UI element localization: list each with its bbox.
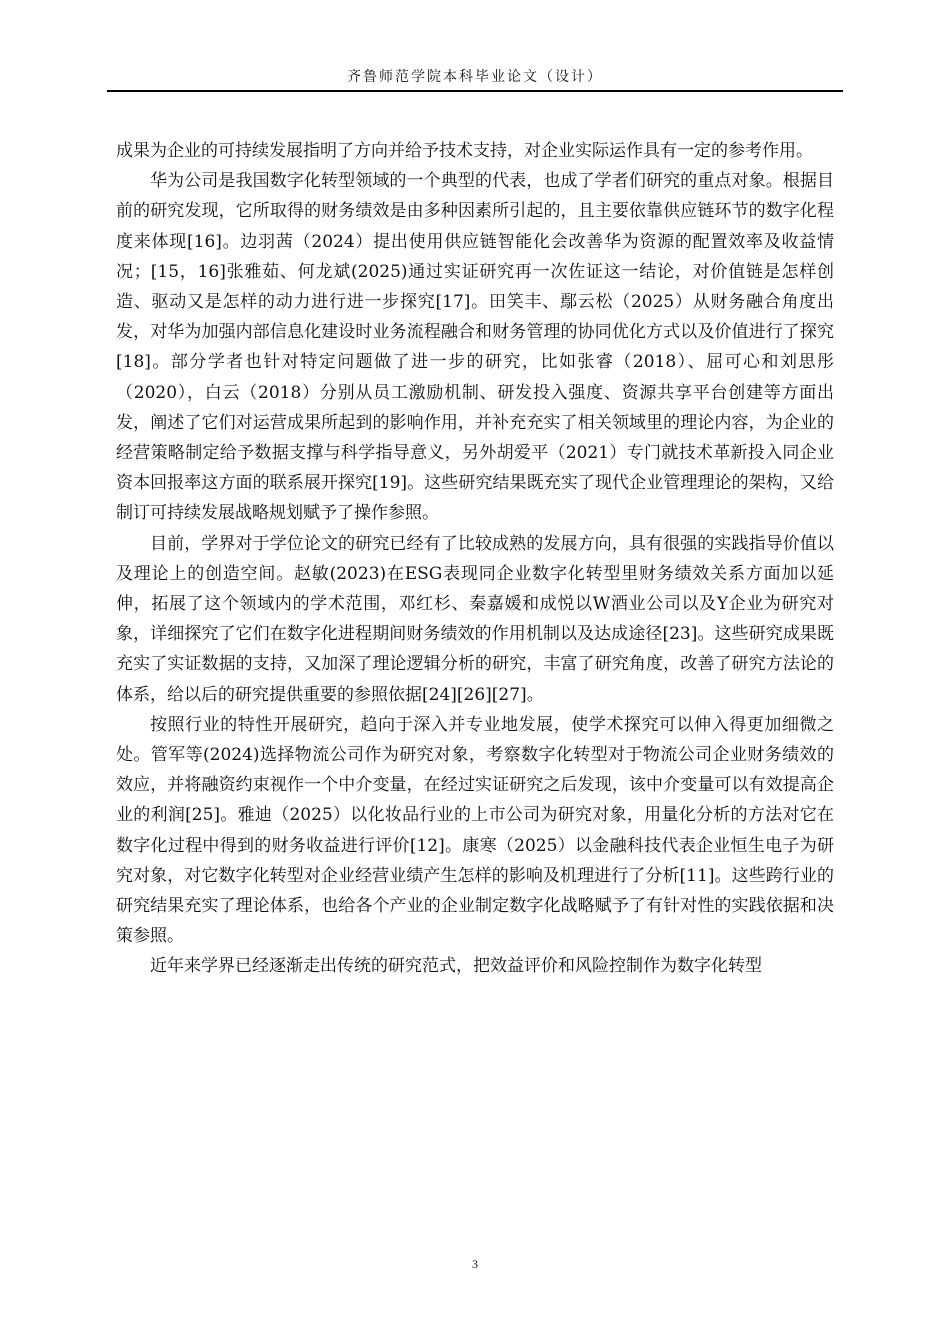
header-rule <box>107 90 843 92</box>
paragraph-huawei: 华为公司是我国数字化转型领域的一个典型的代表，也成了学者们研究的重点对象。根据目前的研究发现，它所取得的财务绩效是由多种因素所引起的，且主要依靠供应链环节的数字化程度来体现[16]。边羽茜（2024）提出使用供应链智能化会改善华为资源的配置效率及收益情况；[15，16]张雅茹、何龙斌(2025)通过实证研究再一次佐证这一结论，对价值链是怎样创造、驱动又是怎样的动力进行进一步探究[17]。田笑丰、鄢云松（2025）从财务融合角度出发，对华为加强内部信息化建设时业务流程融合和财务管理的协同优化方式以及价值进行了探究[18]。部分学者也针对特定问题做了进一步的研究，比如张睿（2018）、屈可心和刘思彤（2020），白云（2018）分别从员工激励机制、研发投入强度、资源共享平台创建等方面出发，阐述了它们对运营成果所起到的影响作用，并补充充实了相关领域里的理论内容，为企业的经营策略制定给予数据支撑与科学指导意义，另外胡爱平（2021）专门就技术革新投入同企业资本回报率这方面的联系展开探究[19]。这些研究结果既充实了现代企业管理理论的架构，又给制订可持续发展战略规划赋予了操作参照。 <box>116 171 834 524</box>
page-header: 齐鲁师范学院本科毕业论文（设计） <box>347 69 603 85</box>
paragraph-continuation: 成果为企业的可持续发展指明了方向并给予技术支持，对企业实际运作具有一定的参考作用。 <box>116 141 813 161</box>
paragraph-recent-trends: 近年来学界已经逐渐走出传统的研究范式，把效益评价和风险控制作为数字化转型 <box>150 956 762 977</box>
paragraph-industry-research: 按照行业的特性开展研究，趋向于深入并专业地发展，使学术探究可以伸入得更加细微之处。管军等(2024)选择物流公司作为研究对象，考察数字化转型对于物流公司企业财务绩效的效应，并将融资约束视作一个中介变量，在经过实证研究之后发现，该中介变量可以有效提高企业的利润[25]。雅迪（2025）以化妆品行业的上市公司为研究对象，用量化分析的方法对它在数字化过程中得到的财务收益进行评价[12]。康寒（2025）以金融科技代表企业恒生电子为研究对象，对它数字化转型对企业经营业绩产生怎样的影响及机理进行了分析[11]。这些跨行业的研究结果充实了理论体系，也给各个产业的企业制定数字化战略赋予了有针对性的实践依据和决策参照。 <box>116 714 834 947</box>
paragraph-current-research: 目前，学界对于学位论文的研究已经有了比较成熟的发展方向，具有很强的实践指导价值以及理论上的创造空间。赵敏(2023)在ESG表现同企业数字化转型里财务绩效关系方面加以延伸，拓展了这个领域内的学术范围，邓红杉、秦嘉媛和成悦以W酒业公司以及Y企业为研究对象，详细探究了它们在数字化进程期间财务绩效的作用机制以及达成途径[23]。这些研究成果既充实了实证数据的支持，又加深了理论逻辑分析的研究，丰富了研究角度，改善了研究方法论的体系，给以后的研究提供重要的参照依据[24][26][27]。 <box>116 533 834 705</box>
page-number: 3 <box>472 1257 478 1271</box>
body-text <box>116 136 834 982</box>
